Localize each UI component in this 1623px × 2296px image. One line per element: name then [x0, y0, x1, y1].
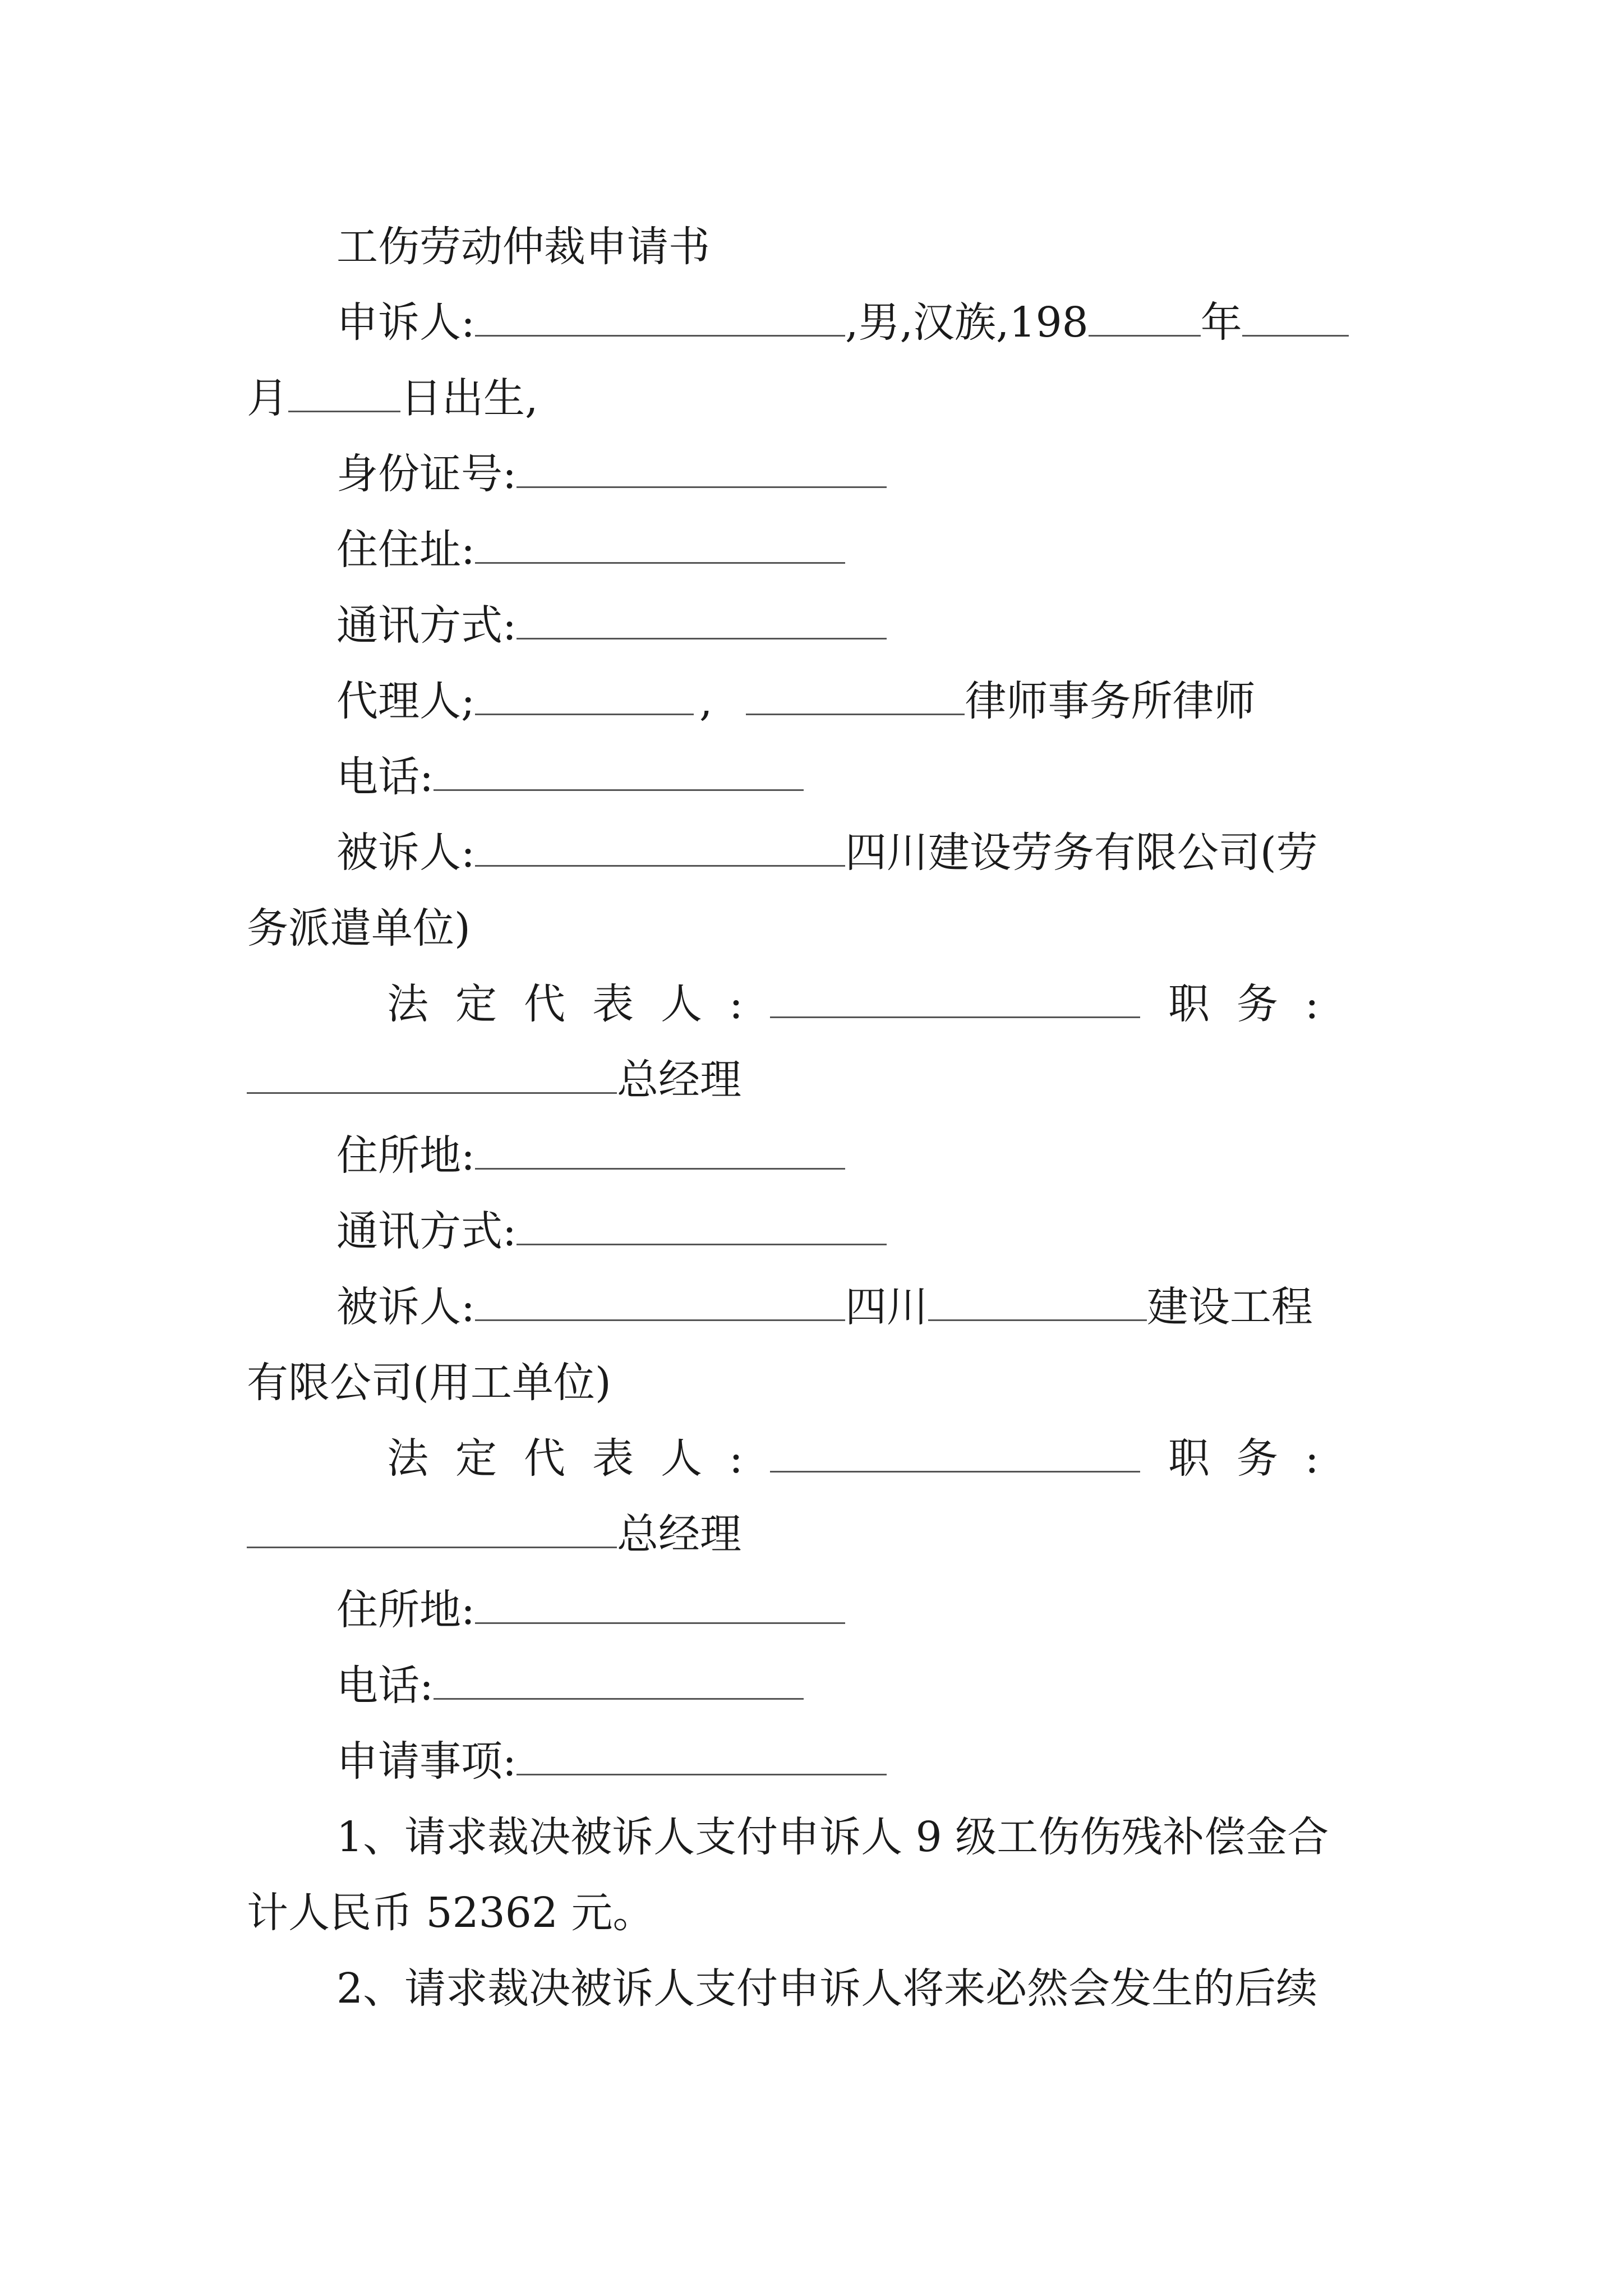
applicant-name-blank — [475, 296, 845, 337]
phone-blank — [434, 750, 804, 791]
respondent1-label: 被诉人: — [336, 829, 475, 877]
respondent1-address-blank — [475, 1129, 845, 1170]
claim-1-line-2 — [247, 1879, 654, 1947]
respondent2-name-blank — [475, 1280, 845, 1321]
claim-1-line-1 — [336, 1803, 1329, 1871]
respondent2-mid: 四川 — [845, 1283, 928, 1331]
respondent1-legal-rep-label: 法定代表人: — [387, 980, 770, 1028]
birth-year-blank — [1089, 296, 1201, 337]
respondent2-legal-rep-line — [387, 1425, 1346, 1492]
respondent1-name-blank — [475, 826, 845, 867]
respondent1-contact-label: 通讯方式: — [336, 1207, 517, 1255]
respondent2-company: 建设工程 — [1146, 1283, 1313, 1331]
applicant-line — [336, 289, 1349, 356]
applicant-label: 申诉人: — [336, 298, 475, 347]
claims-line — [336, 1728, 887, 1795]
id-blank — [517, 447, 887, 488]
birth-day-blank — [288, 371, 400, 412]
agent-name-blank — [475, 674, 694, 715]
respondent2-phone-blank — [434, 1659, 804, 1700]
id-label: 身份证号: — [336, 450, 517, 498]
applicant-birth-line — [247, 365, 538, 432]
respondent1-position-value: 总经理 — [617, 1056, 741, 1104]
address-line — [336, 516, 845, 583]
respondent1-legal-rep-line — [387, 970, 1346, 1038]
claims-blank — [517, 1734, 887, 1775]
claim-2-text: 2、请求裁决被诉人支付申诉人将来必然会发生的后续 — [336, 1964, 1318, 2013]
respondent2-position-label: 职务: — [1168, 1434, 1346, 1483]
year-label: 年 — [1200, 298, 1242, 347]
respondent2-position-blank — [247, 1507, 617, 1548]
birth-month-blank — [1242, 296, 1349, 337]
respondent1-line — [336, 819, 1318, 886]
respondent2-position-line — [247, 1501, 741, 1568]
document-title: 工伤劳动仲裁申请书 — [336, 223, 710, 271]
applicant-gender-ethnicity: ,男,汉族,198 — [845, 298, 1089, 347]
claim-1-text: 1、请求裁决被诉人支付申诉人 9 级工伤伤残补偿金合 — [336, 1813, 1329, 1861]
respondent2-legal-rep-blank — [770, 1432, 1140, 1473]
claims-label: 申请事项: — [336, 1737, 517, 1786]
phone-label: 电话: — [336, 753, 434, 801]
respondent1-contact-line — [336, 1198, 887, 1265]
respondent1-company-cont: 务派遣单位) — [247, 904, 471, 953]
claim-1-text-cont: 计人民币 52362 元。 — [247, 1889, 654, 1937]
respondent2-address-line — [336, 1576, 845, 1644]
respondent2-phone-line — [336, 1652, 804, 1719]
address-label: 住住址: — [336, 526, 475, 574]
respondent2-legal-rep-label: 法定代表人: — [387, 1434, 770, 1483]
respondent1-company: 四川建设劳务有限公司(劳 — [845, 829, 1318, 877]
law-firm-blank — [746, 674, 965, 715]
respondent2-mid-blank — [928, 1280, 1147, 1321]
respondent2-cont-line — [247, 1349, 611, 1416]
law-firm-suffix: 律师事务所律师 — [965, 677, 1256, 725]
respondent2-label: 被诉人: — [336, 1283, 475, 1331]
respondent1-address-line — [336, 1122, 845, 1189]
contact-blank — [517, 599, 887, 639]
contact-label: 通讯方式: — [336, 601, 517, 650]
agent-label: 代理人; — [336, 677, 475, 725]
respondent1-cont-line — [247, 895, 471, 962]
respondent1-legal-rep-blank — [770, 977, 1140, 1018]
respondent2-address-blank — [475, 1583, 845, 1624]
claim-2-line-1 — [336, 1955, 1317, 2022]
respondent2-position-value: 总经理 — [617, 1510, 741, 1558]
respondent2-company-cont: 有限公司(用工单位) — [247, 1359, 611, 1407]
month-label: 月 — [247, 374, 288, 422]
id-line — [336, 440, 887, 508]
address-blank — [475, 523, 845, 564]
respondent2-phone-label: 电话: — [336, 1662, 434, 1710]
respondent1-address-label: 住所地: — [336, 1131, 475, 1180]
respondent1-position-line — [247, 1046, 741, 1114]
phone-line — [336, 743, 804, 811]
respondent1-contact-blank — [517, 1204, 887, 1245]
respondent2-address-label: 住所地: — [336, 1586, 475, 1634]
agent-line — [336, 668, 1255, 735]
contact-line — [336, 592, 887, 659]
respondent1-position-label: 职务: — [1168, 980, 1346, 1028]
agent-comma: , — [699, 677, 713, 725]
respondent2-line — [336, 1273, 1313, 1341]
respondent1-position-blank — [247, 1053, 617, 1094]
day-label: 日出生, — [400, 374, 538, 422]
